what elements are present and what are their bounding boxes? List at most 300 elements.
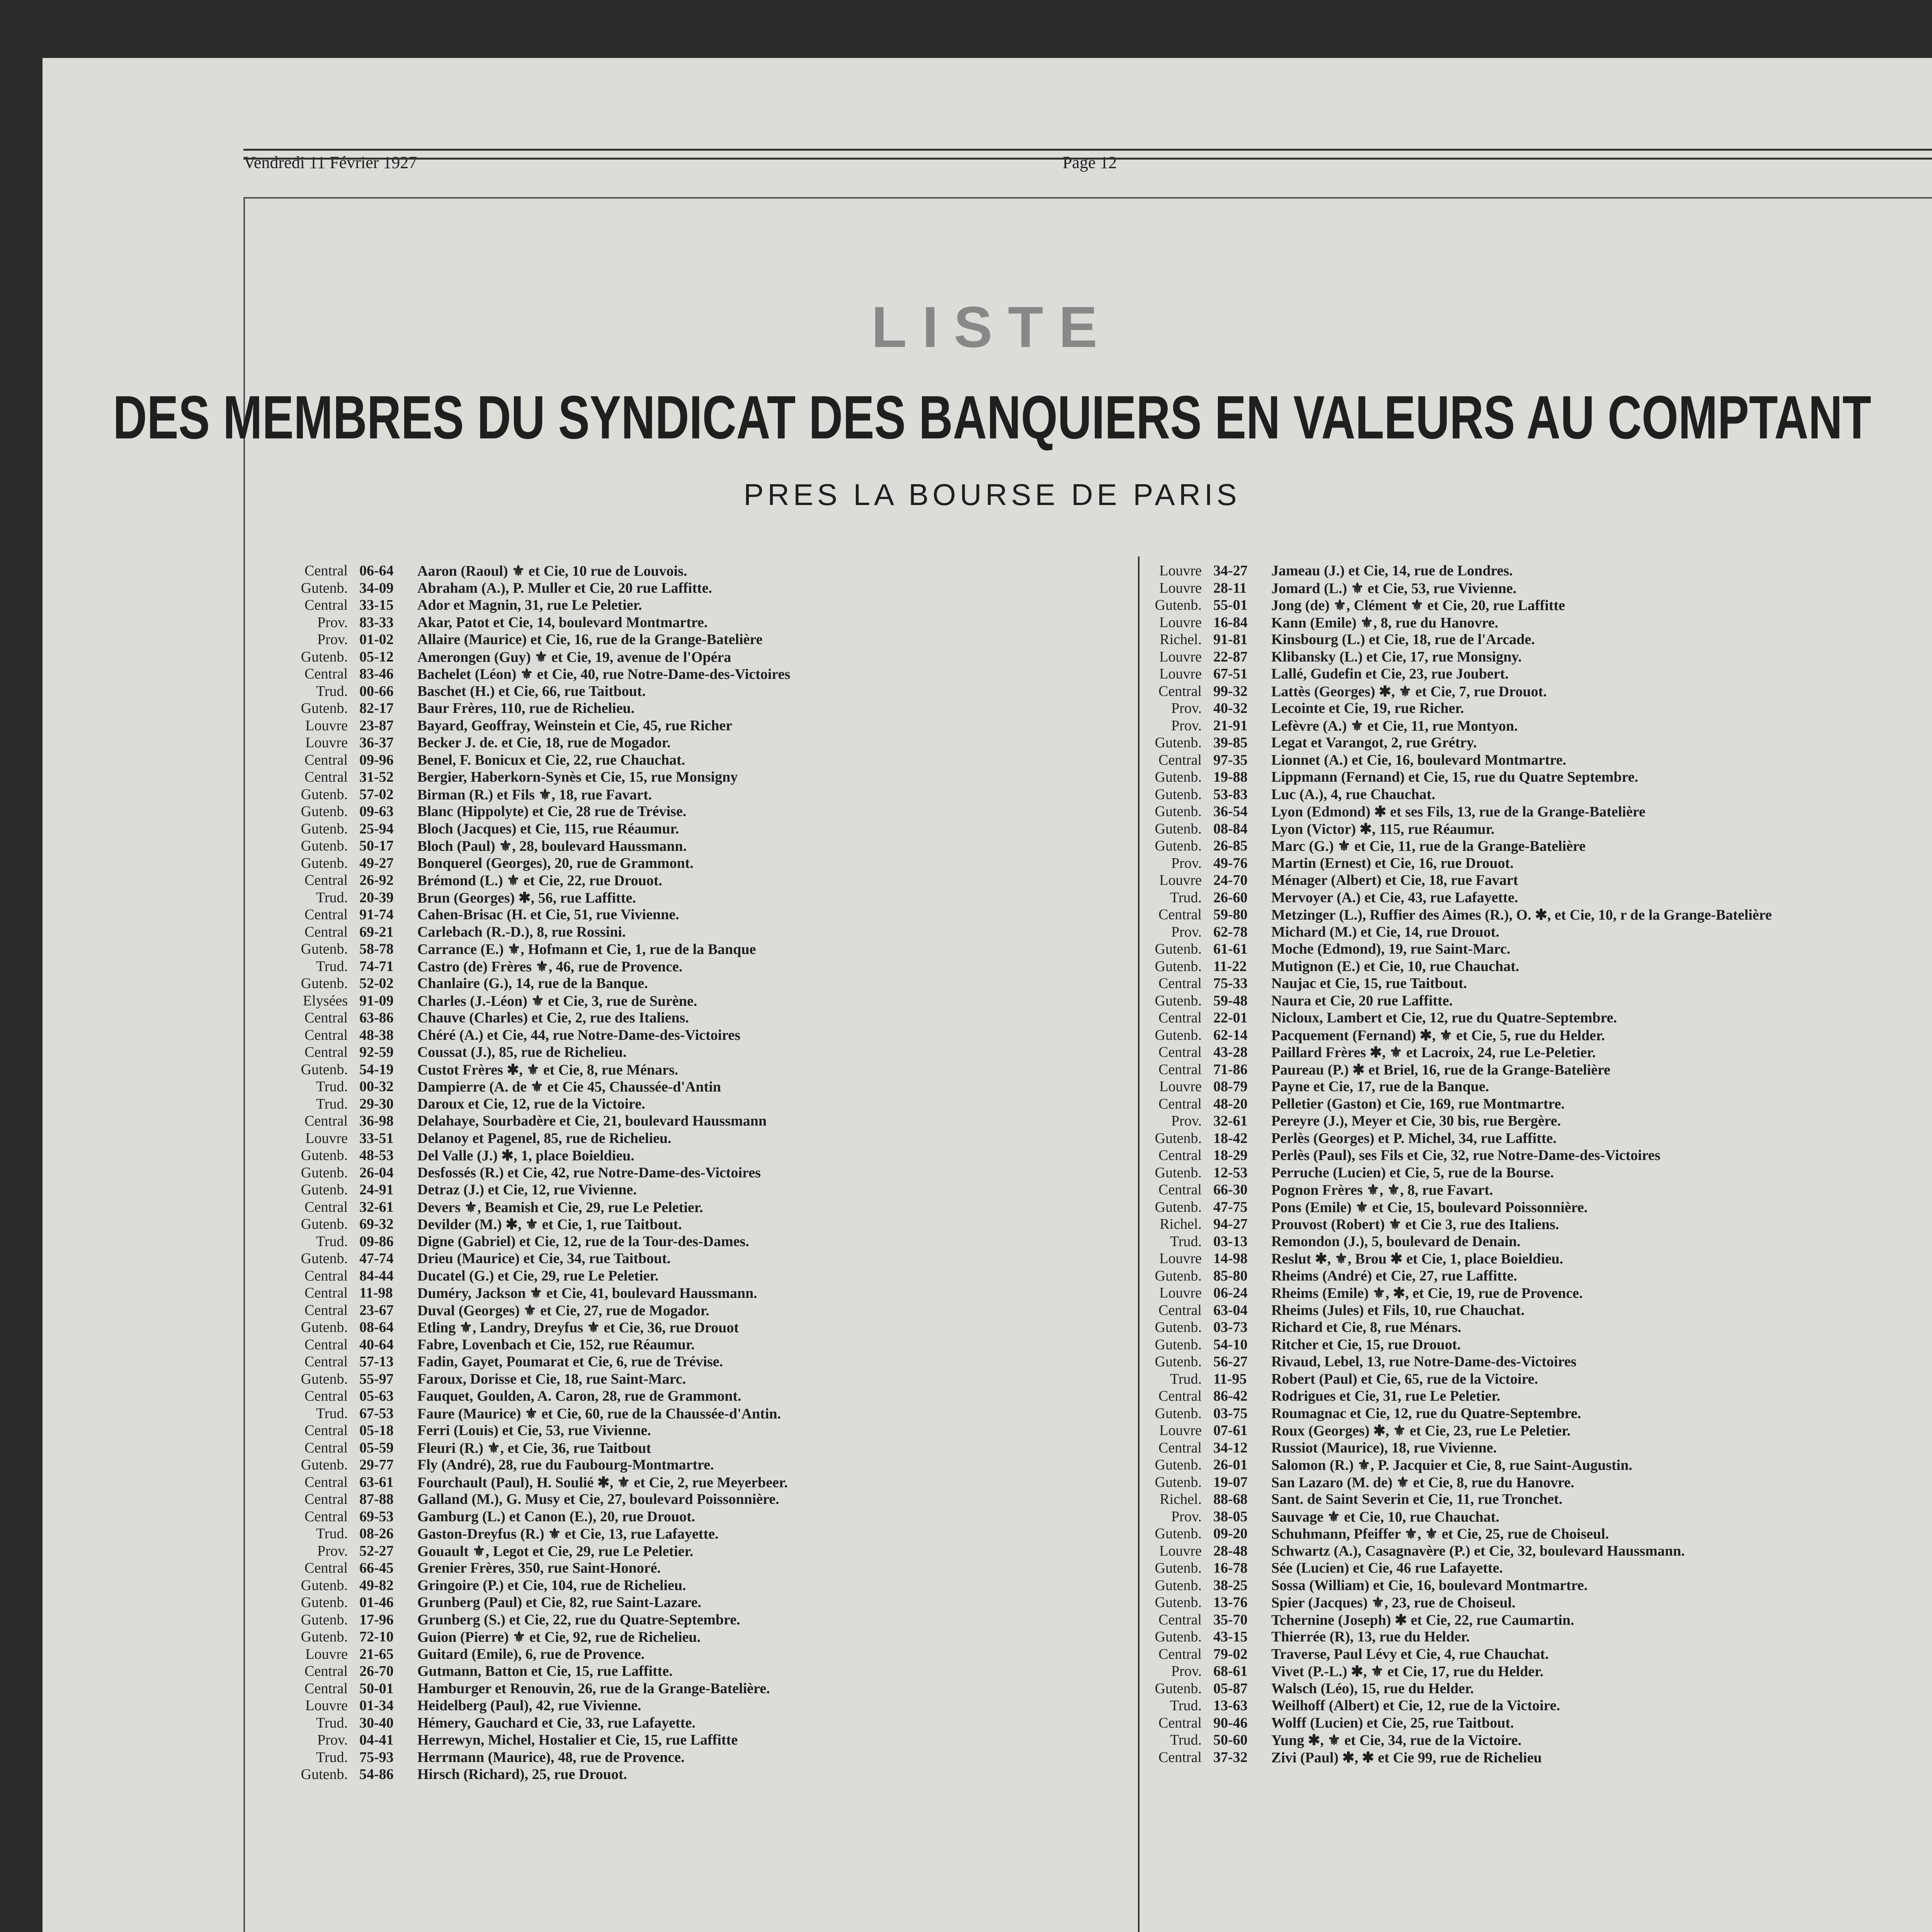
- member-entry: Luc (A.), 4, rue Chauchat.: [1271, 786, 1435, 803]
- member-row: [290, 1525, 1159, 1543]
- phone-number: 33-15: [359, 597, 394, 613]
- member-entry: Desfossés (R.) et Cie, 42, rue Notre-Dame-des-Victoires: [417, 1164, 761, 1181]
- phone-number: 82-17: [359, 700, 394, 716]
- member-entry: Chéré (A.) et Cie, 44, rue Notre-Dame-des-Victoires: [417, 1027, 741, 1043]
- member-row: [290, 580, 1159, 597]
- exchange-name: Louvre: [305, 1646, 348, 1662]
- phone-number: 79-02: [1213, 1646, 1248, 1662]
- exchange-name: Prov.: [1171, 717, 1202, 734]
- phone-number: 57-13: [359, 1354, 394, 1370]
- member-entry: Benel, F. Bonicux et Cie, 22, rue Chauchat.: [417, 752, 685, 768]
- member-entry: Jomard (L.) ⚜ et Cie, 53, rue Vivienne.: [1271, 580, 1517, 597]
- member-entry: Chauve (Charles) et Cie, 2, rue des Italiens.: [417, 1010, 689, 1026]
- member-entry: Klibansky (L.) et Cie, 17, rue Monsigny.: [1271, 648, 1522, 665]
- exchange-name: Gutenb.: [1155, 1457, 1202, 1473]
- member-row: [1144, 1319, 1932, 1336]
- exchange-name: Gutenb.: [1155, 1577, 1202, 1594]
- phone-number: 75-93: [359, 1749, 394, 1765]
- member-row: [1144, 1353, 1932, 1371]
- exchange-name: Central: [1158, 975, 1202, 992]
- phone-number: 26-60: [1213, 889, 1248, 906]
- exchange-name: Gutenb.: [1155, 992, 1202, 1009]
- phone-number: 97-35: [1213, 752, 1248, 768]
- member-row: [290, 803, 1159, 820]
- phone-number: 40-64: [359, 1336, 394, 1353]
- exchange-name: Richel.: [1160, 631, 1202, 648]
- phone-number: 09-86: [359, 1233, 394, 1250]
- member-entry: Paureau (P.) ✱ et Briel, 16, rue de la Grange-Batelière: [1271, 1061, 1611, 1078]
- member-entry: Fadin, Gayet, Poumarat et Cie, 6, rue de Trévise.: [417, 1354, 723, 1370]
- member-entry: Gouault ⚜, Legot et Cie, 29, rue Le Peletier.: [417, 1543, 694, 1560]
- exchange-name: Gutenb.: [301, 648, 348, 665]
- phone-number: 84-44: [359, 1267, 394, 1284]
- exchange-name: Central: [304, 1680, 348, 1697]
- member-row: [1144, 1508, 1932, 1526]
- member-entry: Baur Frères, 110, rue de Richelieu.: [417, 700, 635, 716]
- member-entry: Gutmann, Batton et Cie, 15, rue Laffitte.: [417, 1663, 673, 1679]
- member-entry: Guitard (Emile), 6, rue de Provence.: [417, 1646, 645, 1662]
- phone-number: 31-52: [359, 769, 394, 785]
- exchange-name: Trud.: [316, 1526, 348, 1542]
- member-entry: Sée (Lucien) et Cie, 46 rue Lafayette.: [1271, 1560, 1503, 1576]
- exchange-name: Gutenb.: [1155, 1405, 1202, 1422]
- phone-number: 04-41: [359, 1732, 394, 1748]
- member-row: [290, 614, 1159, 631]
- member-entry: Paillard Frères ✱, ⚜ et Lacroix, 24, rue Le-Peletier.: [1271, 1044, 1596, 1061]
- phone-number: 49-27: [359, 855, 394, 871]
- member-entry: Duméry, Jackson ⚜ et Cie, 41, boulevard Haussmann.: [417, 1285, 757, 1301]
- member-row: [290, 1422, 1159, 1439]
- exchange-name: Louvre: [1159, 648, 1202, 665]
- member-row: [1144, 717, 1932, 735]
- member-entry: Grenier Frères, 350, rue Saint-Honoré.: [417, 1560, 661, 1576]
- member-row: [1144, 1027, 1932, 1044]
- column-divider: [1138, 556, 1139, 1932]
- member-row: [1144, 1216, 1932, 1233]
- member-row: [1144, 1628, 1932, 1646]
- member-entry: Baschet (H.) et Cie, 66, rue Taitbout.: [417, 683, 646, 699]
- member-entry: Birman (R.) et Fils ⚜, 18, rue Favart.: [417, 786, 652, 803]
- member-entry: Herrewyn, Michel, Hostalier et Cie, 15, rue Laffitte: [417, 1732, 738, 1748]
- members-list-left: [290, 562, 1159, 1783]
- member-entry: Sant. de Saint Severin et Cie, 11, rue Tronchet.: [1271, 1491, 1563, 1507]
- phone-number: 13-76: [1213, 1594, 1248, 1611]
- exchange-name: Gutenb.: [301, 838, 348, 854]
- member-entry: Faure (Maurice) ⚜ et Cie, 60, rue de la Chaussée-d'Antin.: [417, 1405, 781, 1422]
- exchange-name: Prov.: [1171, 1508, 1202, 1525]
- phone-number: 34-12: [1213, 1439, 1248, 1456]
- phone-number: 49-82: [359, 1577, 394, 1594]
- member-entry: Pognon Frères ⚜, ⚜, 8, rue Favart.: [1271, 1182, 1493, 1198]
- member-entry: Fabre, Lovenbach et Cie, 152, rue Réaumur.: [417, 1336, 695, 1353]
- exchange-name: Trud.: [316, 683, 348, 699]
- member-row: [1144, 1474, 1932, 1491]
- member-entry: Perruche (Lucien) et Cie, 5, rue de la Bourse.: [1271, 1164, 1554, 1181]
- exchange-name: Louvre: [1159, 1543, 1202, 1559]
- member-entry: Remondon (J.), 5, boulevard de Denain.: [1271, 1233, 1520, 1250]
- phone-number: 86-42: [1213, 1388, 1248, 1404]
- phone-number: 91-81: [1213, 631, 1248, 648]
- member-row: [1144, 734, 1932, 752]
- phone-number: 11-95: [1213, 1371, 1247, 1387]
- member-row: [1144, 562, 1932, 580]
- member-entry: Schuhmann, Pfeiffer ⚜, ⚜ et Cie, 25, rue de Choiseul.: [1271, 1526, 1609, 1542]
- member-row: [290, 1697, 1159, 1714]
- exchange-name: Gutenb.: [301, 786, 348, 803]
- phone-number: 43-15: [1213, 1629, 1248, 1645]
- exchange-name: Central: [1158, 1147, 1202, 1163]
- exchange-name: Central: [304, 1267, 348, 1284]
- phone-number: 55-97: [359, 1371, 394, 1387]
- phone-number: 83-33: [359, 614, 394, 631]
- exchange-name: Louvre: [1159, 1078, 1202, 1095]
- member-row: [290, 1147, 1159, 1164]
- member-row: [1144, 1130, 1932, 1147]
- member-row: [290, 648, 1159, 666]
- member-row: [290, 1663, 1159, 1680]
- member-entry: Pacquement (Fernand) ✱, ⚜ et Cie, 5, rue du Helder.: [1271, 1027, 1605, 1044]
- member-row: [290, 837, 1159, 855]
- header-page-number: Page 12: [1063, 153, 1117, 172]
- phone-number: 52-02: [359, 975, 394, 992]
- exchange-name: Gutenb.: [1155, 1164, 1202, 1181]
- phone-number: 57-02: [359, 786, 394, 803]
- member-row: [1144, 1181, 1932, 1199]
- phone-number: 36-37: [359, 735, 394, 751]
- exchange-name: Central: [304, 1663, 348, 1679]
- member-entry: Kann (Emile) ⚜, 8, rue du Hanovre.: [1271, 614, 1498, 631]
- exchange-name: Gutenb.: [1155, 597, 1202, 613]
- exchange-name: Louvre: [1159, 1285, 1202, 1301]
- member-row: [290, 631, 1159, 648]
- phone-number: 83-46: [359, 666, 394, 682]
- header-date: Vendredi 11 Février 1927: [243, 153, 417, 172]
- phone-number: 18-29: [1213, 1147, 1248, 1163]
- member-entry: Rheims (Jules) et Fils, 10, rue Chauchat.: [1271, 1302, 1525, 1318]
- exchange-name: Central: [304, 1044, 348, 1060]
- phone-number: 40-32: [1213, 700, 1248, 716]
- member-entry: Rheims (Emile) ⚜, ✱, et Cie, 19, rue de Provence.: [1271, 1285, 1583, 1301]
- exchange-name: Central: [304, 1439, 348, 1456]
- member-entry: Delanoy et Pagenel, 85, rue de Richelieu.: [417, 1130, 672, 1146]
- exchange-name: Central: [304, 1336, 348, 1353]
- member-row: [1144, 958, 1932, 975]
- member-row: [290, 1302, 1159, 1319]
- member-entry: Brun (Georges) ✱, 56, rue Laffitte.: [417, 889, 636, 906]
- exchange-name: Gutenb.: [1155, 958, 1202, 975]
- member-row: [290, 1405, 1159, 1422]
- exchange-name: Central: [304, 1474, 348, 1490]
- phone-number: 69-21: [359, 923, 394, 940]
- phone-number: 35-70: [1213, 1611, 1248, 1628]
- member-entry: Marc (G.) ⚜ et Cie, 11, rue de la Grange-Batelière: [1271, 838, 1586, 854]
- member-entry: Naujac et Cie, 15, rue Taitbout.: [1271, 975, 1467, 992]
- member-entry: Fauquet, Goulden, A. Caron, 28, rue de Grammont.: [417, 1388, 742, 1404]
- member-entry: Grunberg (S.) et Cie, 22, rue du Quatre-Septembre.: [417, 1611, 740, 1628]
- exchange-name: Gutenb.: [301, 820, 348, 837]
- phone-number: 32-61: [359, 1199, 394, 1215]
- exchange-name: Trud.: [1170, 1233, 1202, 1250]
- member-entry: Michard (M.) et Cie, 14, rue Drouot.: [1271, 923, 1500, 940]
- newspaper-page: [43, 58, 1932, 1932]
- member-row: [1144, 1663, 1932, 1680]
- member-entry: Castro (de) Frères ⚜, 46, rue de Provence.: [417, 958, 683, 975]
- phone-number: 05-87: [1213, 1680, 1248, 1697]
- exchange-name: Central: [1158, 1095, 1202, 1112]
- phone-number: 52-27: [359, 1543, 394, 1559]
- member-row: [1144, 1284, 1932, 1302]
- exchange-name: Gutenb.: [1155, 838, 1202, 854]
- exchange-name: Central: [304, 597, 348, 613]
- member-entry: Lefèvre (A.) ⚜ et Cie, 11, rue Montyon.: [1271, 718, 1518, 734]
- member-entry: Lippmann (Fernand) et Cie, 15, rue du Quatre Septembre.: [1271, 769, 1638, 785]
- phone-number: 47-74: [359, 1250, 394, 1267]
- exchange-name: Central: [304, 1302, 348, 1318]
- member-row: [1144, 597, 1932, 614]
- member-row: [1144, 1336, 1932, 1354]
- exchange-name: Central: [304, 1285, 348, 1301]
- exchange-name: Gutenb.: [1155, 786, 1202, 803]
- member-entry: Zivi (Paul) ✱, ✱ et Cie 99, rue de Richelieu: [1271, 1749, 1542, 1766]
- exchange-name: Gutenb.: [301, 941, 348, 957]
- member-row: [1144, 1267, 1932, 1285]
- exchange-name: Gutenb.: [1155, 735, 1202, 751]
- member-row: [290, 940, 1159, 958]
- member-entry: Bloch (Jacques) et Cie, 115, rue Réaumur.: [417, 820, 679, 837]
- member-row: [1144, 820, 1932, 838]
- member-entry: Kinsbourg (L.) et Cie, 18, rue de l'Arcade.: [1271, 631, 1535, 648]
- exchange-name: Central: [304, 769, 348, 785]
- exchange-name: Gutenb.: [1155, 941, 1202, 957]
- member-entry: Cahen-Brisac (H. et Cie, 51, rue Vivienne.: [417, 906, 679, 923]
- member-row: [290, 1181, 1159, 1199]
- phone-number: 17-96: [359, 1611, 394, 1628]
- member-entry: Coussat (J.), 85, rue de Richelieu.: [417, 1044, 627, 1060]
- exchange-name: Central: [304, 1388, 348, 1404]
- exchange-name: Gutenb.: [1155, 1629, 1202, 1645]
- member-entry: Ducatel (G.) et Cie, 29, rue Le Peletier.: [417, 1267, 659, 1284]
- member-row: [1144, 752, 1932, 769]
- member-entry: Bachelet (Léon) ⚜ et Cie, 40, rue Notre-Dame-des-Victoires: [417, 666, 791, 682]
- member-row: [1144, 683, 1932, 700]
- member-entry: Hémery, Gauchard et Cie, 33, rue Lafayette.: [417, 1714, 696, 1731]
- member-entry: Duval (Georges) ⚜ et Cie, 27, rue de Mogador.: [417, 1302, 709, 1319]
- phone-number: 16-84: [1213, 614, 1248, 631]
- phone-number: 20-39: [359, 889, 394, 906]
- member-row: [290, 1439, 1159, 1457]
- exchange-name: Gutenb.: [301, 1457, 348, 1473]
- exchange-name: Central: [1158, 1646, 1202, 1662]
- exchange-name: Gutenb.: [301, 1766, 348, 1782]
- member-row: [1144, 1714, 1932, 1732]
- member-row: [1144, 837, 1932, 855]
- member-entry: Weilhoff (Albert) et Cie, 12, rue de la Victoire.: [1271, 1697, 1560, 1714]
- member-row: [1144, 1577, 1932, 1594]
- member-entry: Fourchault (Paul), H. Soulié ✱, ⚜ et Cie, 2, rue Meyerbeer.: [417, 1474, 788, 1491]
- exchange-name: Elysées: [303, 992, 348, 1009]
- member-row: [1144, 1147, 1932, 1164]
- member-row: [290, 1388, 1159, 1405]
- member-entry: Abraham (A.), P. Muller et Cie, 20 rue Laffitte.: [417, 580, 713, 596]
- member-entry: Russiot (Maurice), 18, rue Vivienne.: [1271, 1439, 1497, 1456]
- phone-number: 12-53: [1213, 1164, 1248, 1181]
- exchange-name: Louvre: [305, 717, 348, 734]
- member-row: [1144, 1697, 1932, 1714]
- member-row: [1144, 1112, 1932, 1130]
- phone-number: 37-32: [1213, 1749, 1248, 1765]
- member-row: [290, 700, 1159, 717]
- phone-number: 69-53: [359, 1508, 394, 1525]
- member-row: [290, 923, 1159, 941]
- member-row: [290, 1130, 1159, 1147]
- exchange-name: Prov.: [1171, 855, 1202, 871]
- member-entry: Robert (Paul) et Cie, 65, rue de la Victoire.: [1271, 1371, 1538, 1387]
- phone-number: 99-32: [1213, 683, 1248, 699]
- phone-number: 49-76: [1213, 855, 1248, 871]
- exchange-name: Prov.: [317, 614, 348, 631]
- exchange-name: Central: [304, 1354, 348, 1370]
- member-entry: Jameau (J.) et Cie, 14, rue de Londres.: [1271, 563, 1513, 579]
- member-entry: Gringoire (P.) et Cie, 104, rue de Richelieu.: [417, 1577, 686, 1594]
- member-row: [290, 1164, 1159, 1182]
- member-row: [1144, 786, 1932, 803]
- phone-number: 03-13: [1213, 1233, 1248, 1250]
- exchange-name: Prov.: [1171, 1113, 1202, 1129]
- exchange-name: Louvre: [305, 1697, 348, 1714]
- member-entry: San Lazaro (M. de) ⚜ et Cie, 8, rue du Hanovre.: [1271, 1474, 1575, 1491]
- member-row: [290, 1095, 1159, 1113]
- member-row: [290, 1061, 1159, 1078]
- phone-number: 66-45: [359, 1560, 394, 1576]
- member-row: [290, 1216, 1159, 1233]
- member-row: [290, 1353, 1159, 1371]
- member-entry: Schwartz (A.), Casagnavère (P.) et Cie, 32, boulevard Haussmann.: [1271, 1543, 1685, 1559]
- exchange-name: Gutenb.: [1155, 769, 1202, 785]
- member-entry: Vivet (P.-L.) ✱, ⚜ et Cie, 17, rue du Helder.: [1271, 1663, 1544, 1680]
- member-entry: Mervoyer (A.) et Cie, 43, rue Lafayette.: [1271, 889, 1518, 906]
- member-row: [290, 1009, 1159, 1027]
- phone-number: 87-88: [359, 1491, 394, 1507]
- exchange-name: Richel.: [1160, 1491, 1202, 1507]
- exchange-name: Central: [304, 1508, 348, 1525]
- liste-heading: LISTE: [871, 294, 1113, 359]
- member-row: [290, 1456, 1159, 1474]
- exchange-name: Central: [1158, 1749, 1202, 1765]
- member-entry: Lyon (Edmond) ✱ et ses Fils, 13, rue de la Grange-Batelière: [1271, 804, 1646, 820]
- member-entry: Yung ✱, ⚜ et Cie, 34, rue de la Victoire.: [1271, 1732, 1522, 1748]
- member-row: [1144, 1078, 1932, 1095]
- member-row: [290, 1250, 1159, 1267]
- member-entry: Nicloux, Lambert et Cie, 12, rue du Quatre-Septembre.: [1271, 1010, 1617, 1026]
- exchange-name: Central: [304, 1199, 348, 1215]
- exchange-name: Central: [1158, 1714, 1202, 1731]
- phone-number: 13-63: [1213, 1697, 1248, 1714]
- exchange-name: Central: [1158, 1611, 1202, 1628]
- member-row: [290, 1543, 1159, 1560]
- exchange-name: Prov.: [317, 631, 348, 648]
- member-row: [1144, 1646, 1932, 1663]
- member-row: [1144, 1594, 1932, 1611]
- member-row: [1144, 1199, 1932, 1216]
- member-row: [290, 958, 1159, 975]
- exchange-name: Gutenb.: [301, 1164, 348, 1181]
- exchange-name: Louvre: [305, 735, 348, 751]
- exchange-name: Richel.: [1160, 1216, 1202, 1232]
- member-entry: Charles (J.-Léon) ⚜ et Cie, 3, rue de Surène.: [417, 993, 697, 1009]
- member-row: [290, 1371, 1159, 1388]
- member-entry: Becker J. de. et Cie, 18, rue de Mogador.: [417, 735, 671, 751]
- exchange-name: Gutenb.: [301, 1611, 348, 1628]
- member-row: [290, 562, 1159, 580]
- exchange-name: Louvre: [305, 1130, 348, 1146]
- exchange-name: Gutenb.: [301, 1147, 348, 1163]
- member-row: [1144, 923, 1932, 941]
- member-entry: Lattès (Georges) ✱, ⚜ et Cie, 7, rue Drouot.: [1271, 683, 1547, 700]
- member-row: [290, 717, 1159, 735]
- member-entry: Rivaud, Lebel, 13, rue Notre-Dame-des-Victoires: [1271, 1354, 1577, 1370]
- member-entry: Walsch (Léo), 15, rue du Helder.: [1271, 1680, 1474, 1697]
- member-row: [290, 1646, 1159, 1663]
- exchange-name: Central: [304, 1010, 348, 1026]
- member-row: [290, 820, 1159, 838]
- phone-number: 88-68: [1213, 1491, 1248, 1507]
- exchange-name: Central: [304, 752, 348, 768]
- phone-number: 26-01: [1213, 1457, 1248, 1473]
- member-entry: Aaron (Raoul) ⚜ et Cie, 10 rue de Louvois.: [417, 563, 687, 579]
- exchange-name: Louvre: [1159, 666, 1202, 682]
- phone-number: 22-01: [1213, 1010, 1248, 1026]
- page-subtitle: PRES LA BOURSE DE PARIS: [743, 478, 1241, 512]
- member-row: [1144, 631, 1932, 648]
- phone-number: 62-14: [1213, 1027, 1248, 1043]
- phone-number: 53-83: [1213, 786, 1248, 803]
- phone-number: 62-78: [1213, 923, 1248, 940]
- phone-number: 23-67: [359, 1302, 394, 1318]
- phone-number: 50-01: [359, 1680, 394, 1697]
- exchange-name: Trud.: [316, 1714, 348, 1731]
- member-entry: Lecointe et Cie, 19, rue Richer.: [1271, 700, 1464, 716]
- exchange-name: Trud.: [1170, 1732, 1202, 1748]
- exchange-name: Gutenb.: [1155, 1319, 1202, 1335]
- member-entry: Devers ⚜, Beamish et Cie, 29, rue Le Peletier.: [417, 1199, 703, 1216]
- member-entry: Payne et Cie, 17, rue de la Banque.: [1271, 1078, 1489, 1095]
- phone-number: 01-02: [359, 631, 394, 648]
- phone-number: 08-79: [1213, 1078, 1248, 1095]
- member-row: [1144, 1525, 1932, 1543]
- exchange-name: Central: [1158, 1044, 1202, 1060]
- member-row: [290, 872, 1159, 889]
- member-row: [290, 1027, 1159, 1044]
- member-entry: Hirsch (Richard), 25, rue Drouot.: [417, 1766, 627, 1782]
- phone-number: 21-91: [1213, 717, 1248, 734]
- member-entry: Detraz (J.) et Cie, 12, rue Vivienne.: [417, 1182, 637, 1198]
- phone-number: 39-85: [1213, 735, 1248, 751]
- member-entry: Chanlaire (G.), 14, rue de la Banque.: [417, 975, 648, 992]
- exchange-name: Gutenb.: [301, 1319, 348, 1335]
- member-entry: Carlebach (R.-D.), 8, rue Rossini.: [417, 923, 626, 940]
- exchange-name: Central: [1158, 1061, 1202, 1078]
- member-entry: Bayard, Geoffray, Weinstein et Cie, 45, rue Richer: [417, 717, 733, 734]
- member-row: [1144, 665, 1932, 683]
- phone-number: 08-26: [359, 1526, 394, 1542]
- member-row: [290, 1611, 1159, 1629]
- member-row: [1144, 1405, 1932, 1422]
- phone-number: 48-53: [359, 1147, 394, 1163]
- member-row: [1144, 992, 1932, 1010]
- exchange-name: Louvre: [1159, 1422, 1202, 1439]
- phone-number: 11-22: [1213, 958, 1247, 975]
- exchange-name: Central: [304, 563, 348, 579]
